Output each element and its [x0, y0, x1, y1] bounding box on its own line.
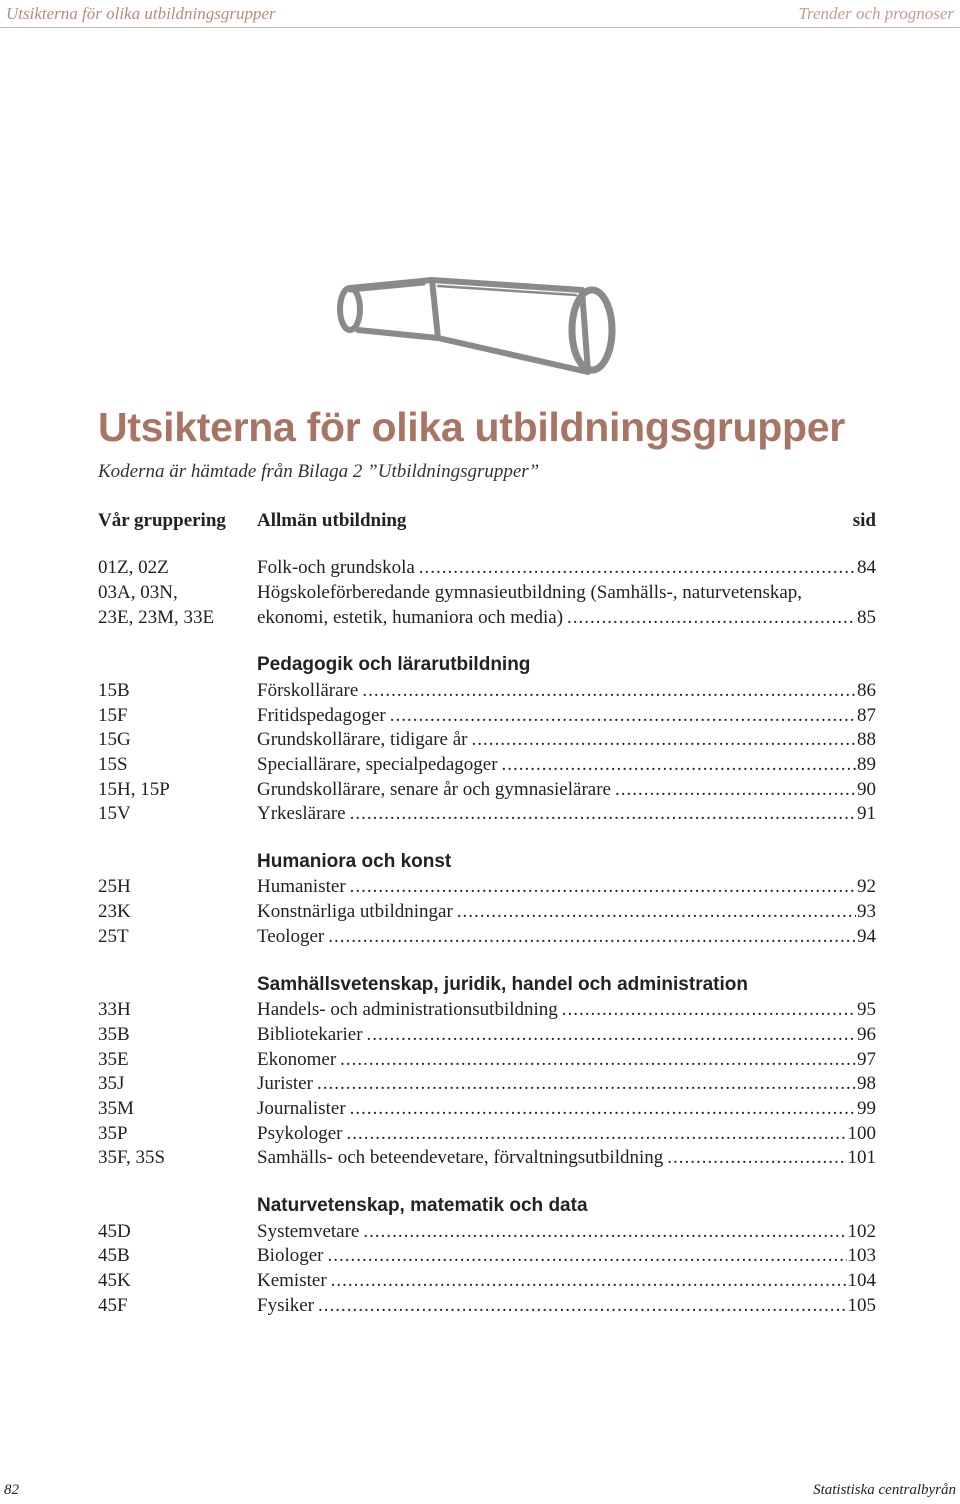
header-divider	[0, 27, 960, 28]
dot-leader	[350, 1097, 856, 1121]
page-number: 86	[857, 680, 876, 701]
footer-publisher: Statistiska centralbyrån	[813, 1482, 956, 1498]
dot-leader	[328, 1244, 847, 1268]
toc-row	[98, 1244, 876, 1268]
running-header-right: Trender och prognoser	[798, 4, 954, 23]
toc-row	[98, 925, 876, 949]
page-number: 84	[857, 557, 876, 578]
page-number: 104	[847, 1270, 876, 1291]
entry-title: Speciallärare, specialpedagoger	[257, 754, 498, 775]
entry-title: Fritidspedagoger	[257, 705, 386, 726]
group-code: 35B	[98, 1024, 130, 1045]
group-code: 33H	[98, 999, 131, 1020]
page-number: 89	[857, 754, 876, 775]
group-code: 03A, 03N,	[98, 582, 178, 603]
page-number: 99	[857, 1098, 876, 1119]
entry-title: Systemvetare	[257, 1221, 360, 1242]
group-code: 15S	[98, 754, 128, 775]
toc-row	[98, 1072, 876, 1096]
group-code: 35M	[98, 1098, 134, 1119]
page-number: 100	[847, 1123, 876, 1144]
column-header-grouping: Vår gruppering	[98, 510, 226, 531]
entry-title: Jurister	[257, 1073, 313, 1094]
entry-title: Samhälls- och beteendevetare, förvaltningsutbildning	[257, 1147, 664, 1168]
column-header-page: sid	[852, 510, 876, 531]
dot-leader	[667, 1146, 846, 1170]
entry-title: Yrkeslärare	[257, 803, 346, 824]
section-heading-humaniora: Humaniora och konst	[257, 851, 452, 872]
page-number: 87	[857, 705, 876, 726]
entry-title: Högskoleförberedande gymnasieutbildning (Samhälls-, naturvetenskap,	[257, 582, 803, 603]
entry-title: Grundskollärare, senare år och gymnasielärare	[257, 779, 611, 800]
group-code: 15V	[98, 803, 131, 824]
group-code: 45D	[98, 1221, 131, 1242]
group-code: 23E, 23M, 33E	[98, 607, 215, 628]
dot-leader	[457, 900, 856, 924]
page-number: 94	[857, 926, 876, 947]
dot-leader	[562, 998, 856, 1022]
toc-row	[98, 802, 876, 826]
entry-title: Journalister	[257, 1098, 346, 1119]
group-code: 45K	[98, 1270, 131, 1291]
page-number: 91	[857, 803, 876, 824]
page-number: 98	[857, 1073, 876, 1094]
page-number: 90	[857, 779, 876, 800]
dot-leader	[567, 606, 856, 630]
toc-row	[98, 900, 876, 924]
group-code: 15F	[98, 705, 128, 726]
entry-title: Psykologer	[257, 1123, 343, 1144]
toc-row	[98, 679, 876, 703]
entry-title: Ekonomer	[257, 1049, 337, 1070]
entry-title: Förskollärare	[257, 680, 359, 701]
dot-leader	[350, 802, 856, 826]
group-code: 15G	[98, 729, 131, 750]
page-number: 95	[857, 999, 876, 1020]
group-code: 35J	[98, 1073, 125, 1094]
dot-leader	[340, 1048, 856, 1072]
page-number: 88	[857, 729, 876, 750]
group-code: 01Z, 02Z	[98, 557, 169, 578]
entry-title: Kemister	[257, 1270, 327, 1291]
toc-row	[98, 998, 876, 1022]
dot-leader	[328, 925, 856, 949]
toc-row	[98, 1122, 876, 1146]
entry-title: Fysiker	[257, 1295, 314, 1316]
entry-title: Handels- och administrationsutbildning	[257, 999, 558, 1020]
toc-row	[98, 704, 876, 728]
entry-title: Bibliotekarier	[257, 1024, 363, 1045]
group-code: 35F, 35S	[98, 1147, 166, 1168]
group-code: 35P	[98, 1123, 128, 1144]
group-code: 45B	[98, 1245, 130, 1266]
entry-title: Humanister	[257, 876, 346, 897]
entry-title: Teologer	[257, 926, 325, 947]
toc-row	[98, 753, 876, 777]
toc-row	[98, 1048, 876, 1072]
page-number: 96	[857, 1024, 876, 1045]
dot-leader	[615, 778, 856, 802]
page-subtitle: Koderna är hämtade från Bilaga 2 ”Utbildningsgrupper”	[98, 461, 540, 482]
page-number: 93	[857, 901, 876, 922]
page-number: 102	[847, 1221, 876, 1242]
toc-row	[98, 875, 876, 899]
group-code: 25T	[98, 926, 129, 947]
group-code: 25H	[98, 876, 131, 897]
dot-leader	[502, 753, 856, 777]
dot-leader	[347, 1122, 847, 1146]
toc-row	[98, 606, 876, 630]
page-number: 101	[847, 1147, 876, 1168]
column-header-general: Allmän utbildning	[257, 510, 407, 531]
toc-row	[98, 1146, 876, 1170]
page-number: 92	[857, 876, 876, 897]
dot-leader	[317, 1072, 856, 1096]
toc-row	[98, 1220, 876, 1244]
page-title: Utsikterna för olika utbildningsgrupper	[98, 404, 845, 450]
group-code: 23K	[98, 901, 131, 922]
group-code: 45F	[98, 1295, 128, 1316]
group-code: 35E	[98, 1049, 129, 1070]
entry-title: Biologer	[257, 1245, 324, 1266]
telescope-icon	[320, 268, 630, 388]
toc-row	[98, 556, 876, 580]
section-heading-samhallsvetenskap: Samhällsvetenskap, juridik, handel och administration	[257, 974, 748, 995]
toc-row	[98, 1294, 876, 1318]
dot-leader	[318, 1294, 847, 1318]
entry-title: ekonomi, estetik, humaniora och media)	[257, 607, 564, 628]
page-number: 85	[857, 607, 876, 628]
dot-leader	[419, 556, 856, 580]
page-number: 97	[857, 1049, 876, 1070]
entry-title: Folk-och grundskola	[257, 557, 415, 578]
page-number: 103	[847, 1245, 876, 1266]
toc-row	[98, 1097, 876, 1121]
dot-leader	[363, 1220, 846, 1244]
dot-leader	[362, 679, 856, 703]
toc-row	[98, 581, 876, 605]
toc-row	[98, 778, 876, 802]
dot-leader	[350, 875, 856, 899]
page-number: 105	[847, 1295, 876, 1316]
dot-leader	[390, 704, 856, 728]
dot-leader	[367, 1023, 856, 1047]
dot-leader	[472, 728, 857, 752]
section-heading-naturvetenskap: Naturvetenskap, matematik och data	[257, 1195, 588, 1216]
toc-row	[98, 1023, 876, 1047]
toc-row	[98, 728, 876, 752]
footer-page-number: 82	[4, 1482, 19, 1498]
group-code: 15H, 15P	[98, 779, 170, 800]
entry-title: Grundskollärare, tidigare år	[257, 729, 468, 750]
section-heading-pedagogik: Pedagogik och lärarutbildning	[257, 654, 531, 675]
running-header-left: Utsikterna för olika utbildningsgrupper	[6, 4, 276, 23]
group-code: 15B	[98, 680, 130, 701]
entry-title: Konstnärliga utbildningar	[257, 901, 453, 922]
toc-row	[98, 1269, 876, 1293]
dot-leader	[331, 1269, 847, 1293]
